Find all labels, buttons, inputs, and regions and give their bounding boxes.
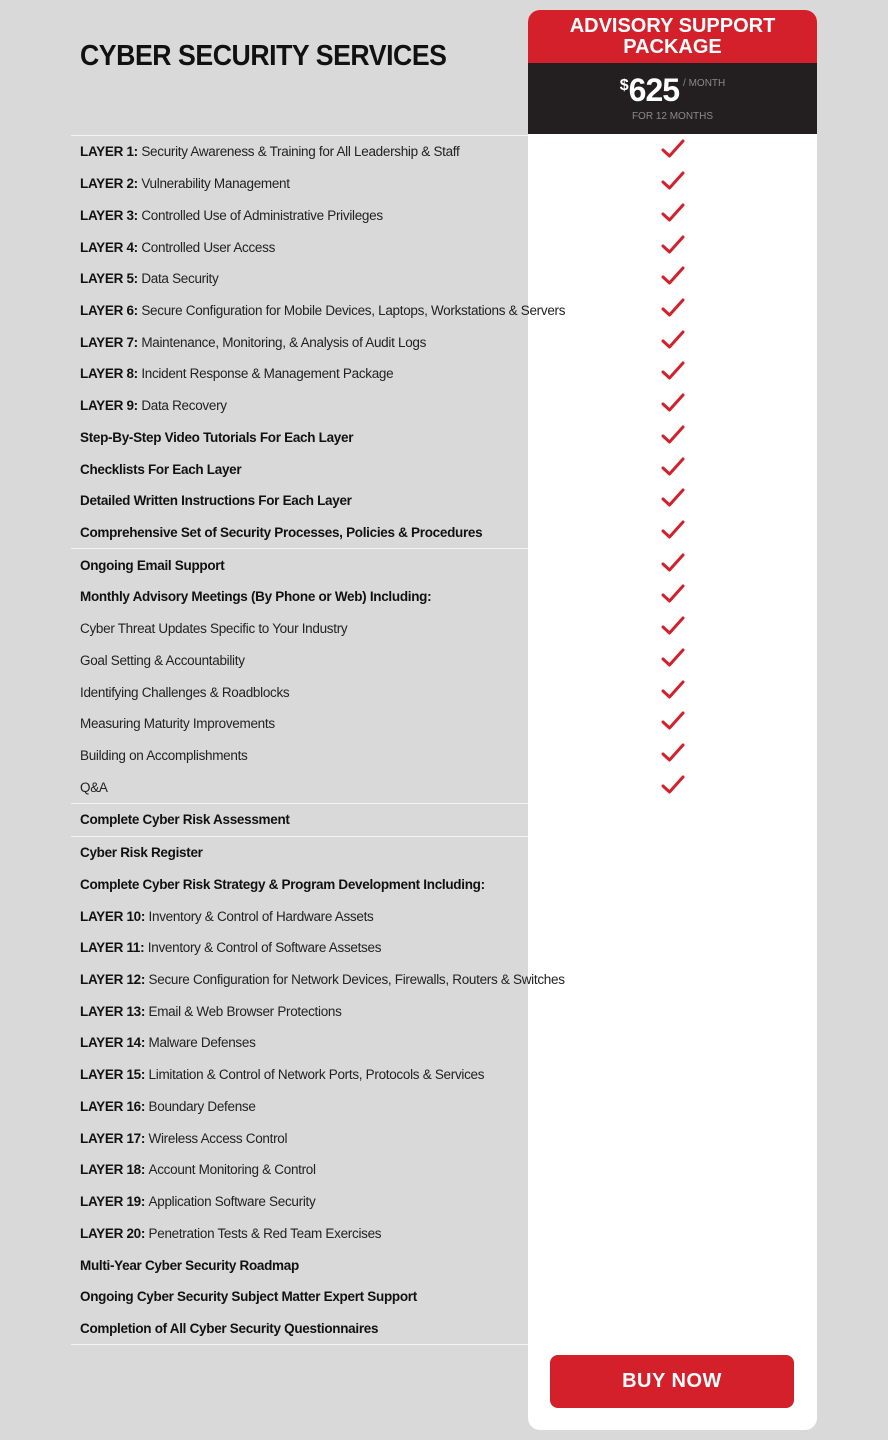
- price-row: [528, 73, 817, 107]
- check-cell: [528, 199, 817, 231]
- feature-row: [71, 740, 528, 772]
- feature-row: [71, 869, 528, 901]
- feature-row: [71, 771, 528, 803]
- feature-row: [71, 136, 528, 168]
- check-cell: [528, 613, 817, 645]
- feature-text: Checklists For Each Layer: [80, 461, 242, 477]
- feature-layer-label: LAYER 2:: [80, 176, 138, 192]
- checkmark-icon: [661, 425, 685, 450]
- feature-row: [71, 231, 528, 263]
- feature-layer-label: LAYER 14:: [80, 1035, 146, 1051]
- feature-row: [71, 645, 528, 677]
- feature-text: Controlled User Access: [141, 239, 276, 255]
- feature-text: Monthly Advisory Meetings (By Phone or Web) Including:: [80, 589, 432, 605]
- feature-text: Data Security: [141, 271, 219, 287]
- feature-text: Data Recovery: [141, 398, 227, 414]
- feature-row: [71, 421, 528, 453]
- feature-row: [71, 199, 528, 231]
- feature-row: [71, 1313, 528, 1345]
- checkmark-icon: [661, 648, 685, 673]
- feature-text: Incident Response & Management Package: [141, 366, 394, 382]
- feature-layer-label: LAYER 4:: [80, 239, 138, 255]
- check-cell: [528, 1091, 817, 1123]
- feature-text: Penetration Tests & Red Team Exercises: [148, 1225, 382, 1241]
- feature-row: [71, 581, 528, 613]
- feature-text: Security Awareness & Training for All Leadership & Staff: [141, 144, 460, 160]
- checkmark-icon: [661, 203, 685, 228]
- feature-row: [71, 549, 528, 581]
- check-cell: [528, 581, 817, 613]
- feature-row: [71, 168, 528, 200]
- feature-row: [71, 900, 528, 932]
- checkmark-icon: [661, 680, 685, 705]
- feature-layer-label: LAYER 19:: [80, 1194, 146, 1210]
- checkmark-icon: [661, 743, 685, 768]
- check-cell: [528, 1122, 817, 1154]
- feature-layer-label: LAYER 12:: [80, 972, 146, 988]
- plan-name-line2: PACKAGE: [623, 36, 722, 58]
- check-cell: [528, 295, 817, 327]
- checkmark-icon: [661, 235, 685, 260]
- feature-text: Ongoing Cyber Security Subject Matter Expert Support: [80, 1289, 417, 1305]
- feature-row: [71, 263, 528, 295]
- check-cell: [528, 900, 817, 932]
- feature-layer-label: LAYER 18:: [80, 1162, 146, 1178]
- feature-text: Secure Configuration for Mobile Devices, Laptops, Workstations & Servers: [141, 302, 566, 318]
- check-cell: [528, 1313, 817, 1345]
- check-cell: [528, 676, 817, 708]
- check-cell: [528, 995, 817, 1027]
- feature-layer-label: LAYER 20:: [80, 1225, 146, 1241]
- checkmark-icon: [661, 330, 685, 355]
- checkmark-icon: [661, 171, 685, 196]
- feature-text: Maintenance, Monitoring, & Analysis of Audit Logs: [141, 334, 427, 350]
- checkmark-icon: [661, 488, 685, 513]
- plan-price-block: [528, 63, 817, 134]
- check-cell: [528, 837, 817, 869]
- feature-row: [71, 995, 528, 1027]
- feature-row: [71, 1249, 528, 1281]
- feature-text: Step-By-Step Video Tutorials For Each Layer: [80, 429, 354, 445]
- feature-text: Malware Defenses: [148, 1035, 256, 1051]
- checkmark-icon: [661, 139, 685, 164]
- checkmark-icon: [661, 298, 685, 323]
- feature-text: Secure Configuration for Network Devices, Firewalls, Routers & Switches: [148, 972, 565, 988]
- check-cell: [528, 771, 817, 803]
- check-cell: [528, 421, 817, 453]
- feature-row: [71, 1154, 528, 1186]
- feature-text: Email & Web Browser Protections: [148, 1003, 342, 1019]
- feature-row: [71, 676, 528, 708]
- check-cell: [528, 645, 817, 677]
- feature-layer-label: LAYER 11:: [80, 940, 145, 956]
- feature-layer-label: LAYER 3:: [80, 207, 138, 223]
- feature-layer-label: LAYER 10:: [80, 908, 146, 924]
- feature-text: Complete Cyber Risk Strategy & Program Development Including:: [80, 876, 485, 892]
- checkmark-icon: [661, 616, 685, 641]
- check-cell: [528, 549, 817, 581]
- buy-now-button[interactable]: BUY NOW: [550, 1355, 794, 1408]
- check-cell: [528, 263, 817, 295]
- feature-row: [71, 453, 528, 485]
- check-column: [528, 135, 817, 1345]
- feature-layer-label: LAYER 17:: [80, 1130, 146, 1146]
- check-cell: [528, 804, 817, 836]
- feature-row: [71, 1091, 528, 1123]
- feature-row: [71, 708, 528, 740]
- check-cell: [528, 740, 817, 772]
- feature-text: Q&A: [80, 779, 108, 795]
- feature-text: Limitation & Control of Network Ports, Protocols & Services: [148, 1067, 485, 1083]
- feature-row: [71, 295, 566, 327]
- check-cell: [528, 358, 817, 390]
- feature-row: [71, 1186, 528, 1218]
- check-cell: [528, 231, 817, 263]
- check-cell: [528, 1059, 817, 1091]
- check-cell: [528, 708, 817, 740]
- feature-row: [71, 1059, 528, 1091]
- feature-text: Inventory & Control of Software Assetses: [147, 940, 382, 956]
- feature-row: [71, 1281, 528, 1313]
- checkmark-icon: [661, 393, 685, 418]
- feature-row: [71, 1027, 528, 1059]
- check-cell: [528, 1027, 817, 1059]
- feature-text: Boundary Defense: [148, 1098, 256, 1114]
- feature-row: [71, 804, 528, 836]
- feature-layer-label: LAYER 5:: [80, 271, 138, 287]
- feature-text: Controlled Use of Administrative Privileges: [141, 207, 383, 223]
- checkmark-icon: [661, 553, 685, 578]
- feature-text: Wireless Access Control: [148, 1130, 288, 1146]
- feature-text: Goal Setting & Accountability: [80, 652, 245, 668]
- feature-text: Inventory & Control of Hardware Assets: [148, 908, 374, 924]
- feature-row: [71, 613, 528, 645]
- feature-text: Cyber Threat Updates Specific to Your Industry: [80, 621, 348, 637]
- check-cell: [528, 453, 817, 485]
- feature-layer-label: LAYER 9:: [80, 398, 138, 414]
- feature-layer-label: LAYER 6:: [80, 302, 138, 318]
- check-cell: [528, 964, 817, 996]
- feature-text: Building on Accomplishments: [80, 748, 248, 764]
- check-cell: [528, 485, 817, 517]
- feature-row: [71, 1122, 528, 1154]
- feature-row: [71, 964, 565, 996]
- price-amount: 625: [628, 72, 680, 108]
- feature-text: Account Monitoring & Control: [148, 1162, 316, 1178]
- section-divider: [71, 1344, 528, 1345]
- price-term: FOR 12 MONTHS: [631, 111, 714, 122]
- feature-text: Completion of All Cyber Security Questionnaires: [80, 1320, 379, 1336]
- feature-text: Cyber Risk Register: [80, 845, 203, 861]
- feature-text: Complete Cyber Risk Assessment: [80, 812, 290, 828]
- feature-text: Detailed Written Instructions For Each Layer: [80, 493, 352, 509]
- feature-layer-label: LAYER 13:: [80, 1003, 146, 1019]
- checkmark-icon: [661, 520, 685, 545]
- check-cell: [528, 1154, 817, 1186]
- price-currency: $: [619, 77, 629, 94]
- check-cell: [528, 1281, 817, 1313]
- plan-name-line1: ADVISORY SUPPORT: [569, 15, 776, 37]
- checkmark-icon: [661, 584, 685, 609]
- check-cell: [528, 168, 817, 200]
- check-cell: [528, 1186, 817, 1218]
- check-cell: [528, 390, 817, 422]
- feature-text: Application Software Security: [148, 1194, 316, 1210]
- checkmark-icon: [661, 775, 685, 800]
- feature-row: [71, 358, 528, 390]
- feature-row: [71, 1217, 528, 1249]
- feature-layer-label: LAYER 8:: [80, 366, 138, 382]
- check-cell: [528, 326, 817, 358]
- plan-header: [528, 10, 817, 63]
- price-period: / MONTH: [683, 78, 726, 89]
- feature-text: Comprehensive Set of Security Processes, Policies & Procedures: [80, 524, 483, 540]
- feature-list: [71, 135, 566, 1345]
- page-title: CYBER SECURITY SERVICES: [80, 40, 447, 72]
- checkmark-icon: [661, 266, 685, 291]
- check-cell: [528, 517, 817, 549]
- feature-text: Identifying Challenges & Roadblocks: [80, 684, 290, 700]
- feature-layer-label: LAYER 16:: [80, 1098, 146, 1114]
- check-cell: [528, 869, 817, 901]
- feature-text: Measuring Maturity Improvements: [80, 716, 275, 732]
- check-cell: [528, 1217, 817, 1249]
- check-cell: [528, 1249, 817, 1281]
- checkmark-icon: [661, 361, 685, 386]
- feature-layer-label: LAYER 1:: [80, 144, 138, 160]
- feature-row: [71, 326, 528, 358]
- feature-text: Vulnerability Management: [141, 176, 290, 192]
- feature-row: [71, 485, 528, 517]
- feature-layer-label: LAYER 7:: [80, 334, 138, 350]
- feature-text: Ongoing Email Support: [80, 557, 225, 573]
- feature-row: [71, 517, 528, 549]
- checkmark-icon: [661, 711, 685, 736]
- checkmark-icon: [661, 457, 685, 482]
- feature-layer-label: LAYER 15:: [80, 1067, 146, 1083]
- feature-row: [71, 390, 528, 422]
- check-cell: [528, 136, 817, 168]
- check-cell: [528, 932, 817, 964]
- feature-row: [71, 837, 528, 869]
- feature-row: [71, 932, 528, 964]
- feature-text: Multi-Year Cyber Security Roadmap: [80, 1257, 299, 1273]
